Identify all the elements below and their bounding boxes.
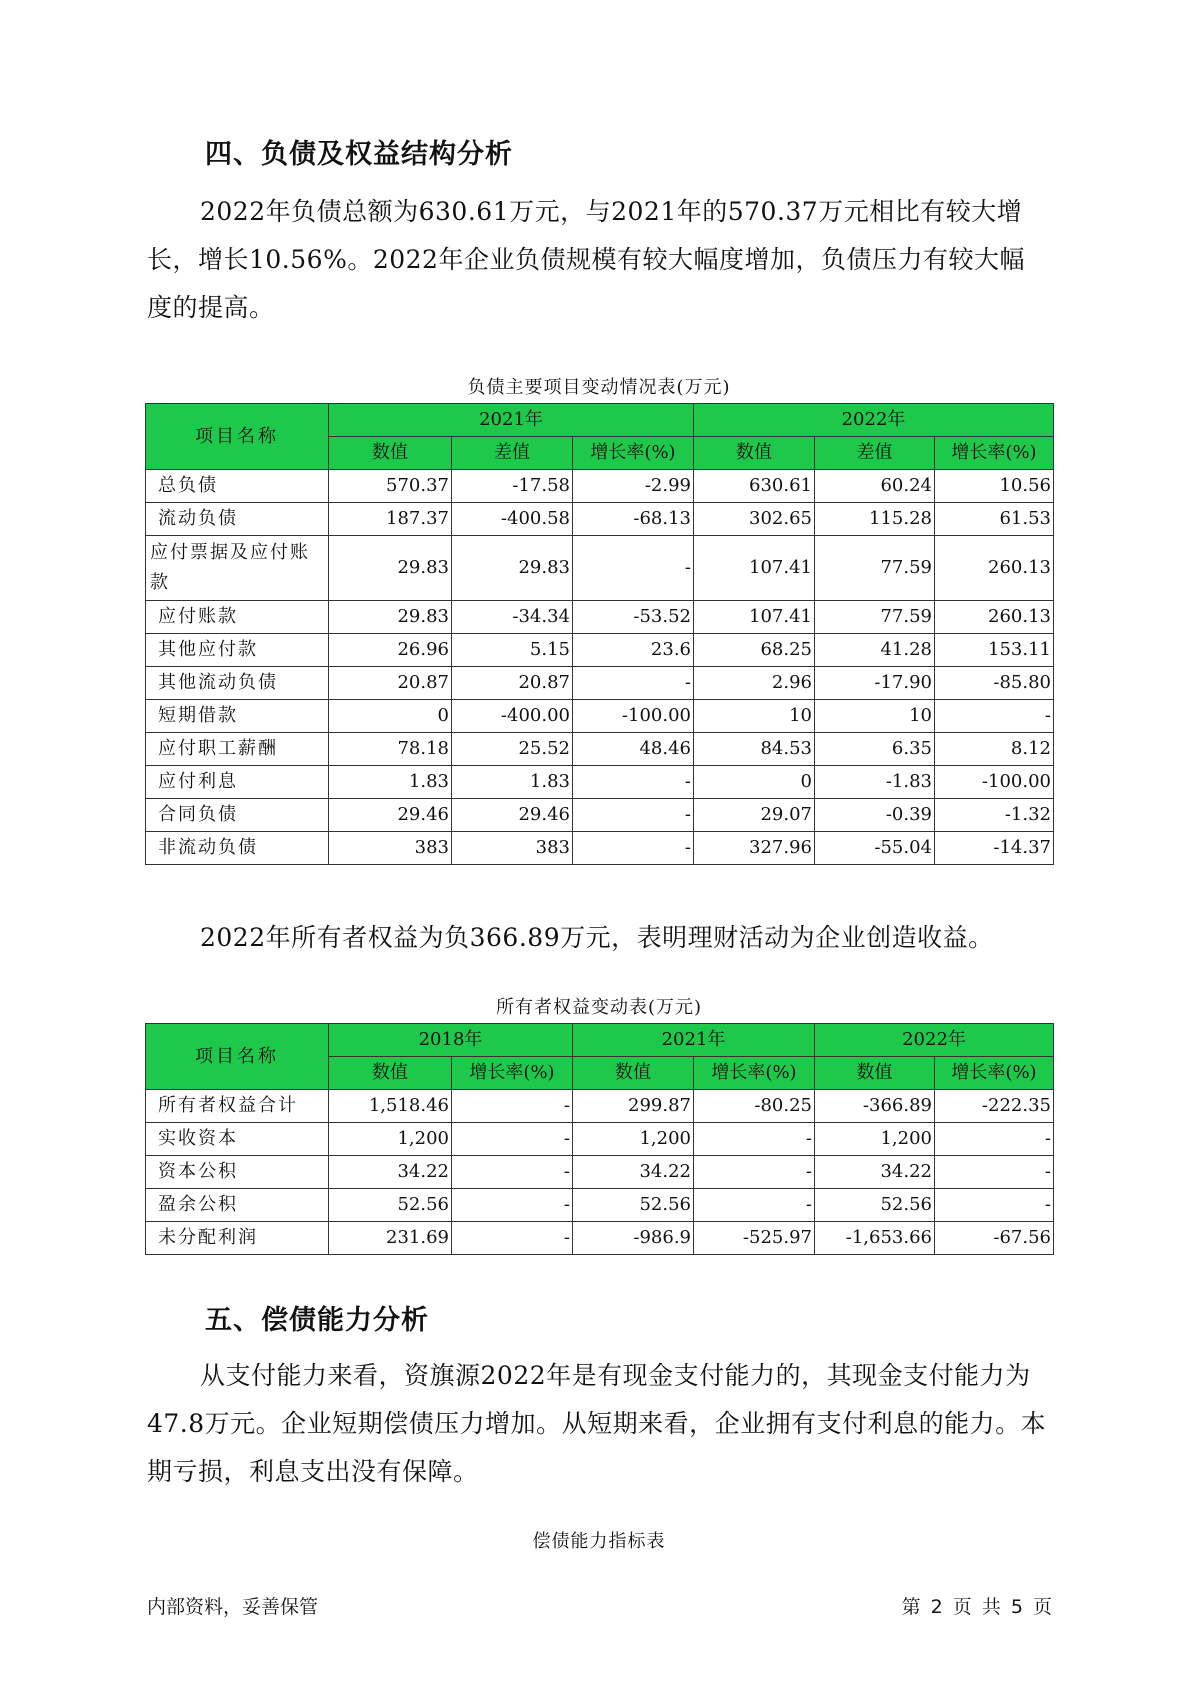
table-cell: 302.65 — [694, 503, 815, 536]
row-label: 合同负债 — [146, 799, 329, 832]
column-header: 增长率(%) — [935, 437, 1054, 470]
row-label: 短期借款 — [146, 700, 329, 733]
table-cell: - — [935, 1189, 1054, 1222]
table-row — [146, 1090, 1054, 1123]
table-cell: 8.12 — [935, 733, 1054, 766]
year-header: 2021年 — [329, 404, 694, 437]
item-name-header: 项目名称 — [146, 1024, 329, 1090]
table-cell: -67.56 — [935, 1222, 1054, 1255]
table-cell: -366.89 — [815, 1090, 935, 1123]
table-cell: 1,518.46 — [329, 1090, 452, 1123]
table-cell: - — [573, 832, 694, 865]
table-cell: -986.9 — [573, 1222, 694, 1255]
table-cell: 260.13 — [935, 601, 1054, 634]
table-row — [146, 536, 1054, 601]
table-cell: 41.28 — [815, 634, 935, 667]
table-cell: 34.22 — [815, 1156, 935, 1189]
solvency-table-caption: 偿债能力指标表 — [532, 1531, 666, 1552]
column-header: 数值 — [694, 437, 815, 470]
table-cell: 29.83 — [329, 536, 452, 601]
table-cell: - — [573, 536, 694, 601]
table-cell: 20.87 — [329, 667, 452, 700]
column-header: 数值 — [329, 437, 452, 470]
table-cell: -17.58 — [452, 470, 573, 503]
row-label: 流动负债 — [146, 503, 329, 536]
row-label: 总负债 — [146, 470, 329, 503]
table-cell: 1.83 — [329, 766, 452, 799]
table-cell: 34.22 — [329, 1156, 452, 1189]
table-cell: - — [573, 667, 694, 700]
table-row — [146, 700, 1054, 733]
table-cell: 570.37 — [329, 470, 452, 503]
table-cell: -55.04 — [815, 832, 935, 865]
table-cell: -222.35 — [935, 1090, 1054, 1123]
table-cell: 68.25 — [694, 634, 815, 667]
table-cell: 29.46 — [329, 799, 452, 832]
column-header: 增长率(%) — [694, 1057, 815, 1090]
equity-table-caption: 所有者权益变动表(万元) — [495, 997, 703, 1018]
table-cell: 115.28 — [815, 503, 935, 536]
table-cell: 48.46 — [573, 733, 694, 766]
table-row — [146, 766, 1054, 799]
table-cell: 29.83 — [329, 601, 452, 634]
column-header: 增长率(%) — [573, 437, 694, 470]
year-header: 2018年 — [329, 1024, 573, 1057]
table-cell: 107.41 — [694, 536, 815, 601]
table-cell: -1,653.66 — [815, 1222, 935, 1255]
row-label: 应付职工薪酬 — [146, 733, 329, 766]
table-cell: 231.69 — [329, 1222, 452, 1255]
table-cell: 34.22 — [573, 1156, 694, 1189]
table-cell: 383 — [452, 832, 573, 865]
row-label: 其他流动负债 — [146, 667, 329, 700]
liabilities-summary-paragraph: 2022年负债总额为630.61万元，与2021年的570.37万元相比有较大增长，增长10.56%。2022年企业负债规模有较大幅度增加，负债压力有较大幅度的提高。 — [147, 197, 1025, 322]
table-cell: -100.00 — [935, 766, 1054, 799]
table-row — [146, 1156, 1054, 1189]
section-4-heading: 四、负债及权益结构分析 — [205, 139, 513, 170]
table-cell: 5.15 — [452, 634, 573, 667]
table-cell: 6.35 — [815, 733, 935, 766]
table-cell: 153.11 — [935, 634, 1054, 667]
table-row — [146, 634, 1054, 667]
column-header: 差值 — [452, 437, 573, 470]
table-cell: -14.37 — [935, 832, 1054, 865]
table-cell: -400.58 — [452, 503, 573, 536]
table-cell: 2.96 — [694, 667, 815, 700]
table-cell: - — [452, 1189, 573, 1222]
row-label: 盈余公积 — [146, 1189, 329, 1222]
table-cell: 52.56 — [815, 1189, 935, 1222]
table-cell: 260.13 — [935, 536, 1054, 601]
table-row — [146, 1222, 1054, 1255]
table-row — [146, 601, 1054, 634]
table-cell: 52.56 — [573, 1189, 694, 1222]
table-cell: 77.59 — [815, 601, 935, 634]
row-label: 非流动负债 — [146, 832, 329, 865]
row-label: 实收资本 — [146, 1123, 329, 1156]
table-cell: -1.83 — [815, 766, 935, 799]
table-cell: - — [573, 799, 694, 832]
table-cell: 26.96 — [329, 634, 452, 667]
table-cell: -100.00 — [573, 700, 694, 733]
column-header: 数值 — [329, 1057, 452, 1090]
row-label: 所有者权益合计 — [146, 1090, 329, 1123]
table-cell: - — [694, 1123, 815, 1156]
table-cell: 10 — [815, 700, 935, 733]
table-cell: 1,200 — [815, 1123, 935, 1156]
column-header: 差值 — [815, 437, 935, 470]
table-cell: - — [452, 1222, 573, 1255]
table-cell: -80.25 — [694, 1090, 815, 1123]
table-cell: -525.97 — [694, 1222, 815, 1255]
table-cell: 10.56 — [935, 470, 1054, 503]
table-cell: 52.56 — [329, 1189, 452, 1222]
row-label: 其他应付款 — [146, 634, 329, 667]
item-name-header: 项目名称 — [146, 404, 329, 470]
table-cell: 1.83 — [452, 766, 573, 799]
table-cell: -53.52 — [573, 601, 694, 634]
equity-table — [145, 1023, 1054, 1255]
table-row — [146, 832, 1054, 865]
table-cell: -0.39 — [815, 799, 935, 832]
row-label: 应付利息 — [146, 766, 329, 799]
year-header: 2022年 — [815, 1024, 1054, 1057]
table-cell: -68.13 — [573, 503, 694, 536]
column-header: 数值 — [815, 1057, 935, 1090]
row-label: 未分配利润 — [146, 1222, 329, 1255]
table-row — [146, 470, 1054, 503]
table-cell: - — [452, 1123, 573, 1156]
table-cell: 77.59 — [815, 536, 935, 601]
table-cell: 1,200 — [573, 1123, 694, 1156]
table-cell: 23.6 — [573, 634, 694, 667]
table-cell: 29.46 — [452, 799, 573, 832]
table-cell: -400.00 — [452, 700, 573, 733]
column-header: 增长率(%) — [935, 1057, 1054, 1090]
table-cell: - — [694, 1189, 815, 1222]
table-cell: 187.37 — [329, 503, 452, 536]
table-cell: -17.90 — [815, 667, 935, 700]
year-header: 2021年 — [573, 1024, 815, 1057]
table-cell: 327.96 — [694, 832, 815, 865]
table-row — [146, 667, 1054, 700]
liabilities-table-body — [146, 470, 1054, 865]
year-header: 2022年 — [694, 404, 1054, 437]
table-cell: 630.61 — [694, 470, 815, 503]
table-cell: 299.87 — [573, 1090, 694, 1123]
row-label: 资本公积 — [146, 1156, 329, 1189]
equity-table-body — [146, 1090, 1054, 1255]
table-cell: - — [573, 766, 694, 799]
table-cell: 84.53 — [694, 733, 815, 766]
table-row — [146, 503, 1054, 536]
footer-page-number: 第 2 页 共 5 页 — [901, 1596, 1052, 1618]
equity-summary-paragraph: 2022年所有者权益为负366.89万元，表明理财活动为企业创造收益。 — [200, 923, 994, 952]
row-label: 应付票据及应付账款 — [146, 536, 329, 601]
table-cell: -34.34 — [452, 601, 573, 634]
table-cell: 107.41 — [694, 601, 815, 634]
table-cell: 25.52 — [452, 733, 573, 766]
table-cell: - — [935, 1123, 1054, 1156]
table-cell: -85.80 — [935, 667, 1054, 700]
table-cell: -1.32 — [935, 799, 1054, 832]
table-cell: 383 — [329, 832, 452, 865]
table-row — [146, 799, 1054, 832]
footer-confidential-note: 内部资料，妥善保管 — [147, 1596, 319, 1618]
table-cell: 78.18 — [329, 733, 452, 766]
table-cell: -2.99 — [573, 470, 694, 503]
liabilities-table-caption: 负债主要项目变动情况表(万元) — [467, 377, 731, 398]
solvency-paragraph: 从支付能力来看，资旗源2022年是有现金支付能力的，其现金支付能力为47.8万元。企业短期偿债压力增加。从短期来看，企业拥有支付利息的能力。本期亏损，利息支出没有保障。 — [147, 1361, 1047, 1486]
column-header: 增长率(%) — [452, 1057, 573, 1090]
table-cell: - — [935, 1156, 1054, 1189]
table-cell: 0 — [329, 700, 452, 733]
table-row — [146, 733, 1054, 766]
table-row — [146, 1189, 1054, 1222]
table-cell: 61.53 — [935, 503, 1054, 536]
table-cell: 29.07 — [694, 799, 815, 832]
table-cell: 29.83 — [452, 536, 573, 601]
table-cell: - — [452, 1090, 573, 1123]
table-cell: 60.24 — [815, 470, 935, 503]
table-row — [146, 1123, 1054, 1156]
table-cell: 0 — [694, 766, 815, 799]
table-cell: 10 — [694, 700, 815, 733]
liabilities-table — [145, 403, 1054, 865]
row-label: 应付账款 — [146, 601, 329, 634]
table-cell: 20.87 — [452, 667, 573, 700]
table-cell: - — [694, 1156, 815, 1189]
section-5-heading: 五、偿债能力分析 — [205, 1305, 429, 1336]
table-cell: - — [935, 700, 1054, 733]
table-cell: - — [452, 1156, 573, 1189]
column-header: 数值 — [573, 1057, 694, 1090]
table-cell: 1,200 — [329, 1123, 452, 1156]
